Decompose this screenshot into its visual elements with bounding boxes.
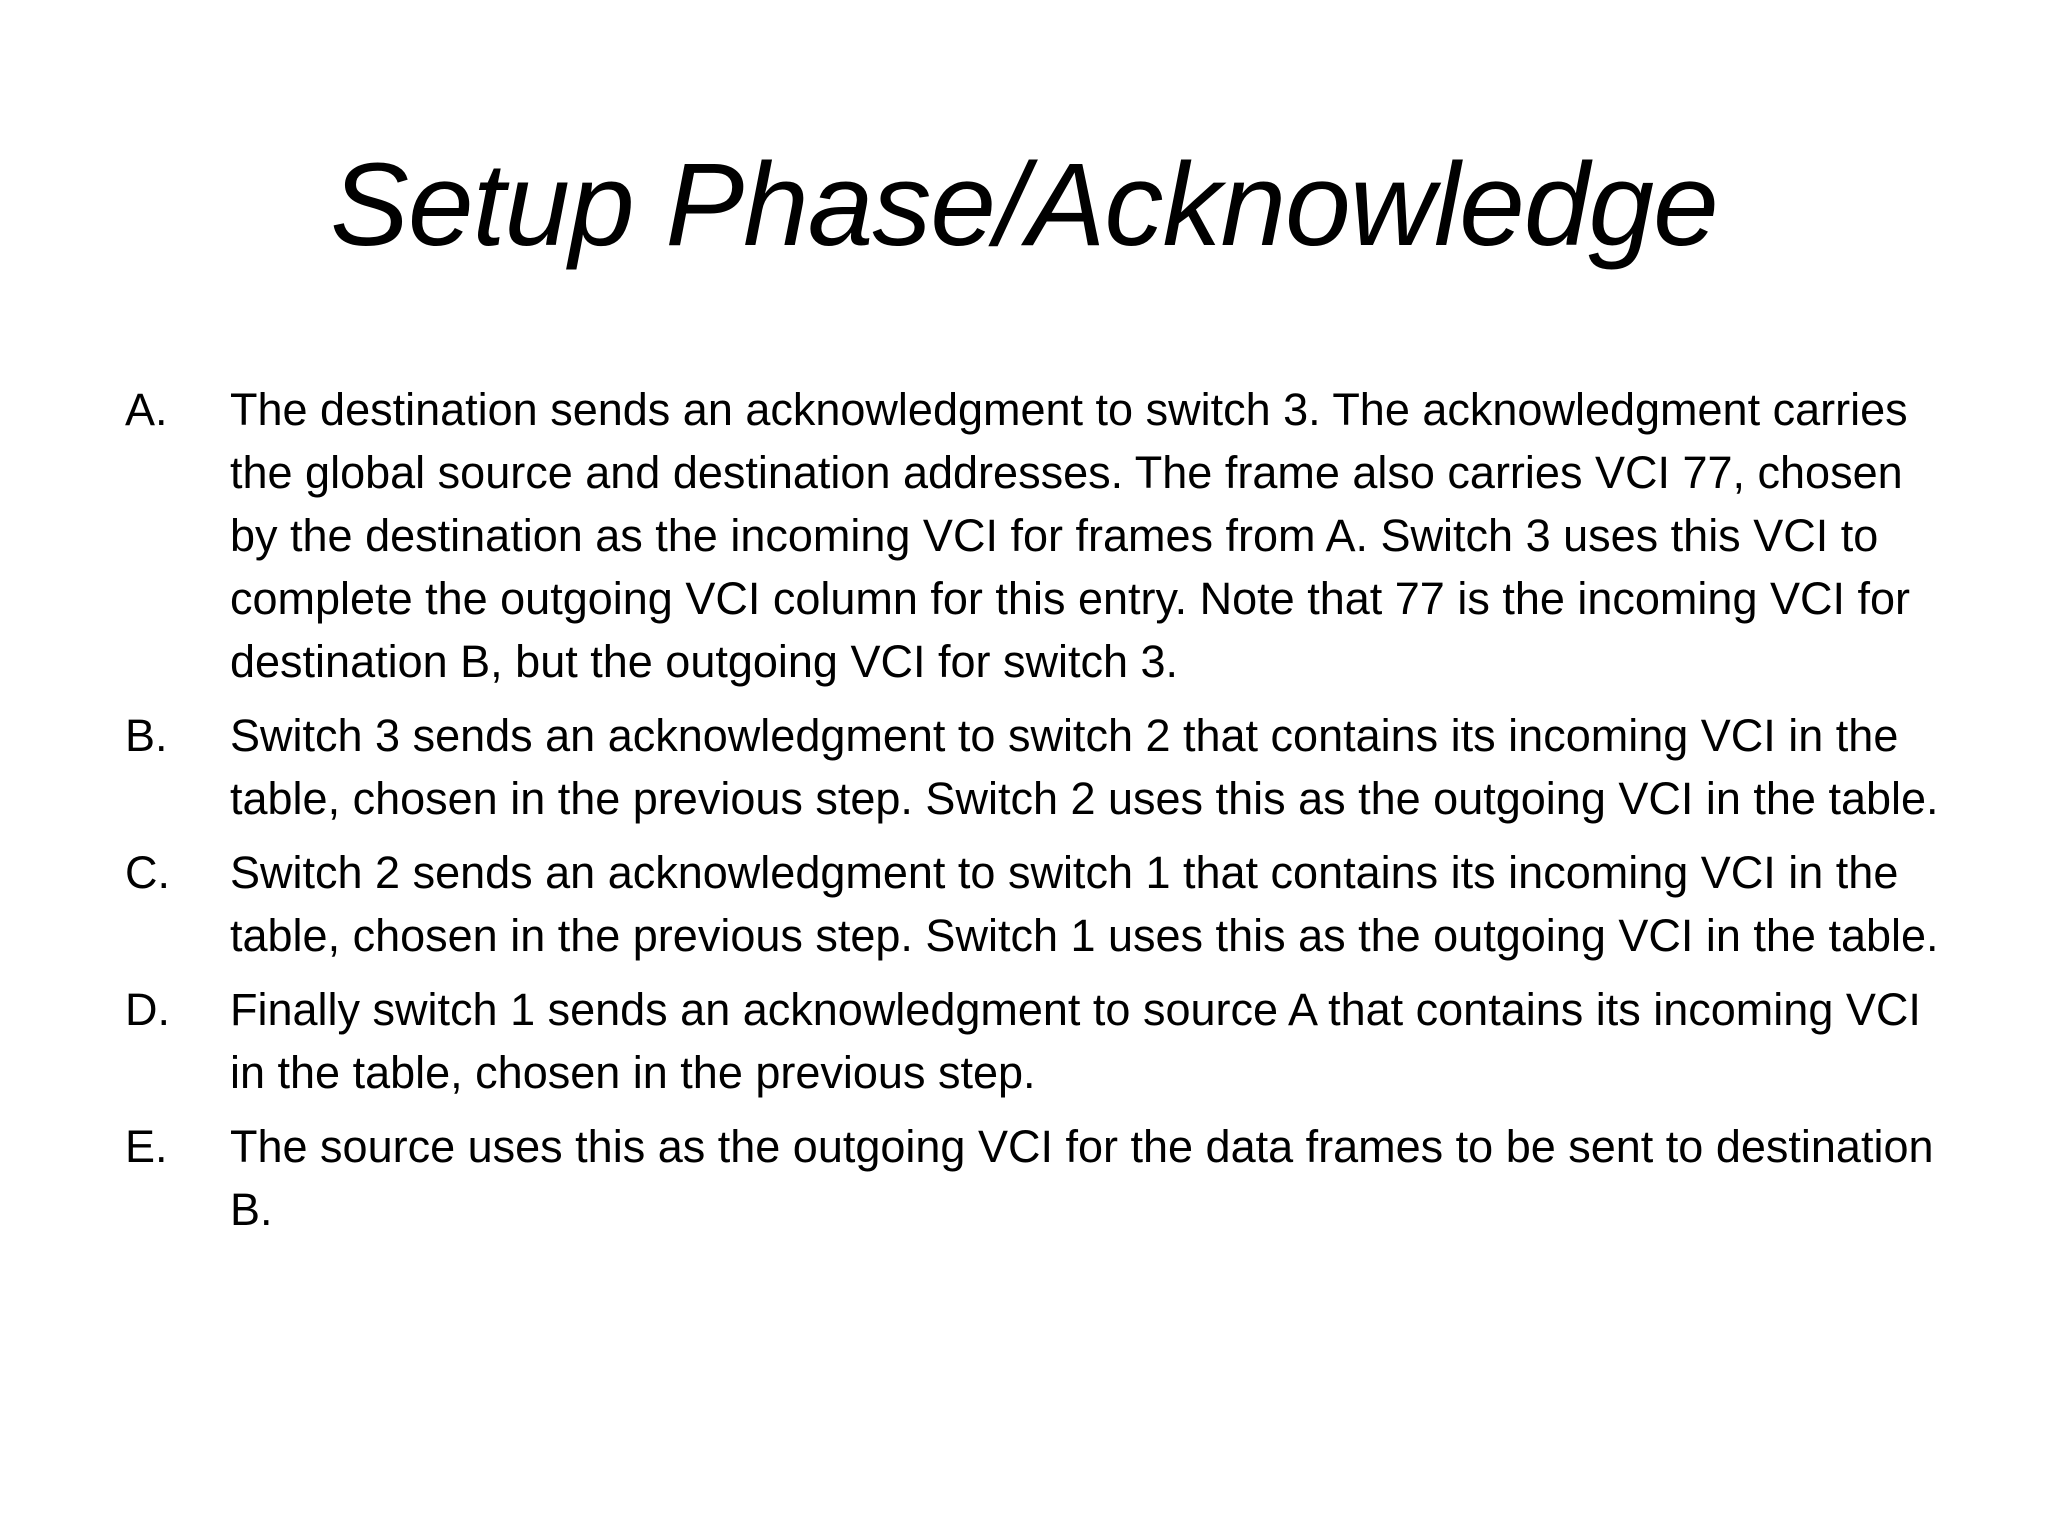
- step-letter: C.: [125, 847, 170, 898]
- step-text: Switch 2 sends an acknowledgment to switch 1 that contains its incoming VCI in the table, chosen in the previous step. Switch 1 uses this as the outgoing VCI in the table.: [230, 847, 1939, 961]
- list-item: [125, 378, 1955, 693]
- slide-title: Setup Phase/Acknowledge: [330, 139, 1718, 271]
- list-item: [125, 978, 1955, 1104]
- list-item: [125, 841, 1955, 967]
- step-letter: A.: [125, 384, 168, 435]
- step-letter: D.: [125, 984, 170, 1035]
- step-text: Finally switch 1 sends an acknowledgment to source A that contains its incoming VCI in the table, chosen in the previous step.: [230, 984, 1921, 1098]
- step-letter: B.: [125, 710, 168, 761]
- step-text: The source uses this as the outgoing VCI for the data frames to be sent to destination B.: [230, 1121, 1934, 1235]
- list-item: [125, 704, 1955, 830]
- step-text: The destination sends an acknowledgment to switch 3. The acknowledgment carries the global source and destination addresses. The frame also carries VCI 77, chosen by the destination as the incoming VCI for frames from A. Switch 3 uses this VCI to complete the outgoing VCI column for this entry. Note that 77 is the incoming VCI for destination B, but the outgoing VCI for switch 3.: [230, 384, 1911, 687]
- list-item: [125, 1115, 1955, 1241]
- step-list: [125, 378, 1955, 1252]
- step-text: Switch 3 sends an acknowledgment to switch 2 that contains its incoming VCI in the table, chosen in the previous step. Switch 2 uses this as the outgoing VCI in the table.: [230, 710, 1939, 824]
- step-letter: E.: [125, 1121, 168, 1172]
